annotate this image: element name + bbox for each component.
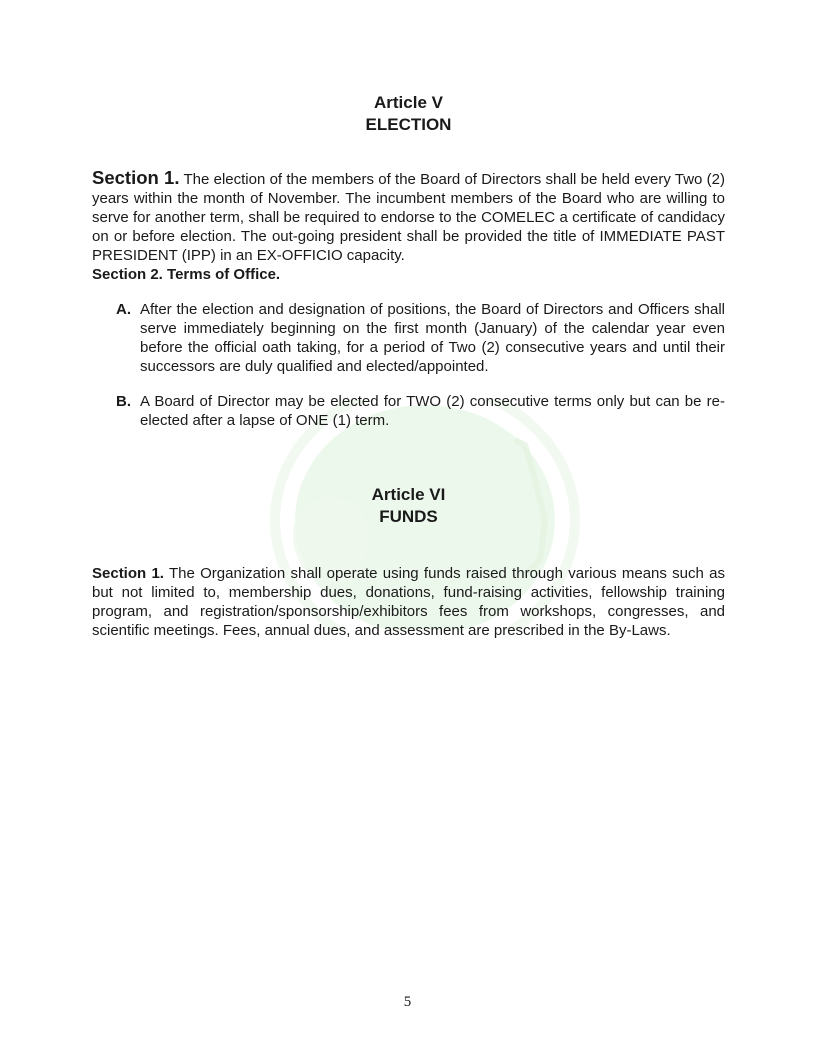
list-item	[116, 300, 725, 376]
document-body	[92, 92, 725, 640]
article-5-section-1-lead: Section 1.	[92, 167, 180, 188]
page-number: 5	[403, 994, 412, 1010]
article-6-section-1-lead: Section 1.	[92, 565, 164, 582]
article-5-section-2-title: Section 2. Terms of Office.	[92, 266, 281, 283]
article-6-subtitle: FUNDS	[379, 507, 438, 526]
list-item-text: A Board of Director may be elected for TWO (2) consecutive terms only but can be re-elected after a lapse of ONE (1) term.	[140, 393, 725, 429]
article-5-section-1-text: The election of the members of the Board of Directors shall be held every Two (2) years within the month of November. The incumbent members of the Board who are willing to serve for another term, shall be required to endorse to the COMELEC a certificate of candidacy on or before election. The out-going president shall be provided the title of IMMEDIATE PAST PRESIDENT (IPP) in an EX-OFFICIO capacity.	[92, 171, 725, 264]
article-6-heading	[92, 484, 725, 528]
list-item-label: A.	[116, 301, 131, 318]
list-item	[116, 392, 725, 430]
article-5-heading	[92, 92, 725, 136]
article-5-subtitle: ELECTION	[365, 115, 452, 134]
article-6-section-1-text: The Organization shall operate using funds raised through various means such as but not limited to, membership dues, donations, fund-raising activities, fellowship training program, and registration/sponsorship/exhibitors fees from workshops, congresses, and scientific meetings. Fees, annual dues, and assessment are prescribed in the By-Laws.	[92, 565, 725, 639]
article-5-title: Article V	[374, 93, 443, 112]
article-5-section-1	[92, 168, 725, 265]
article-6-section-1	[92, 564, 725, 640]
list-item-text: After the election and designation of positions, the Board of Directors and Officers shall serve immediately beginning on the first month (January) of the calendar year even before the official oath taking, for a period of Two (2) consecutive years and until their successors are duly qualified and elected/appointed.	[140, 301, 725, 375]
article-6-title: Article VI	[371, 485, 446, 504]
list-item-label: B.	[116, 393, 131, 410]
